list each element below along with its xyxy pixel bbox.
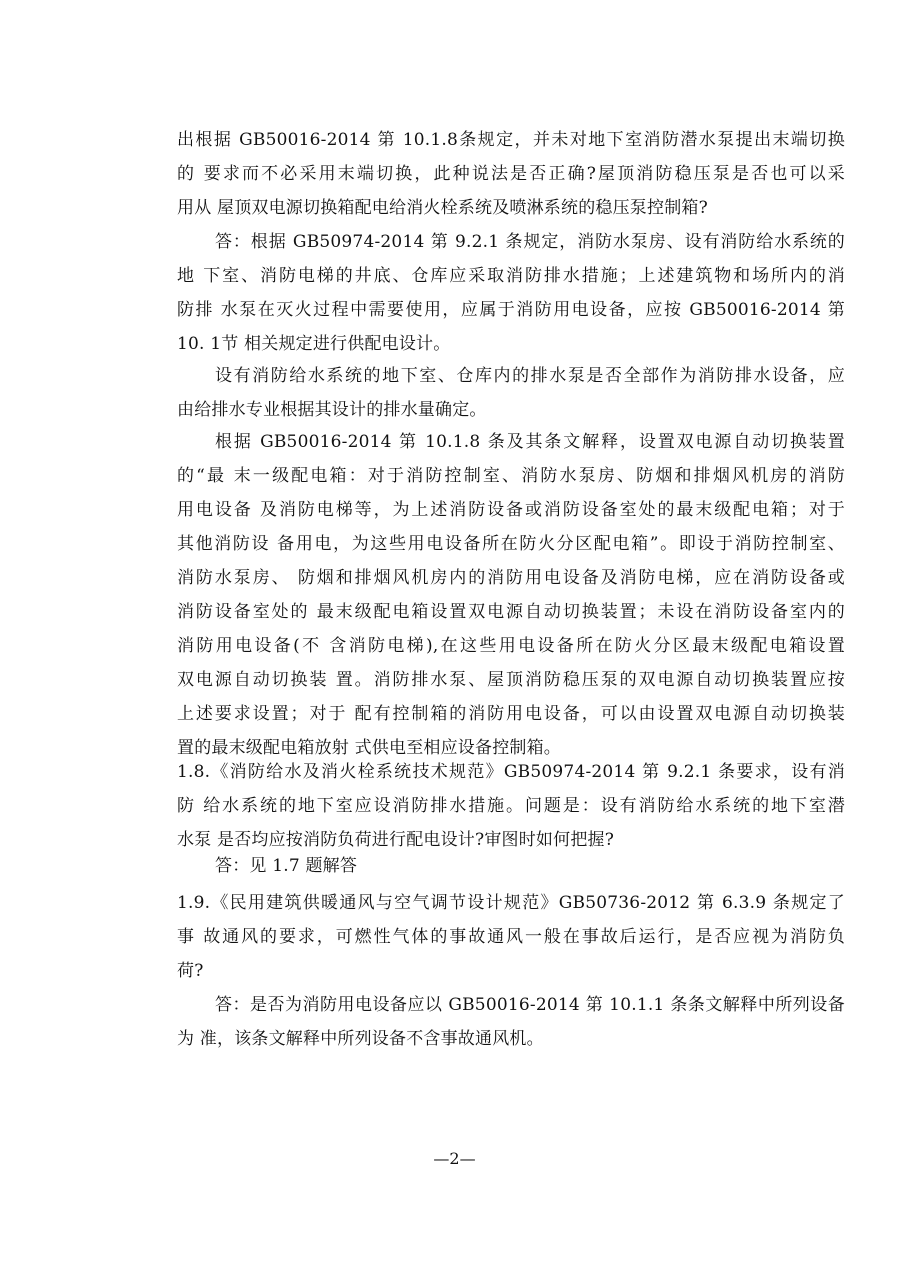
text-line: 由给排水专业根据其设计的排水量确定。 [177, 400, 487, 420]
text-line: 1.9.《民用建筑供暖通风与空气调节设计规范》GB50736-2012 第 6.3.9 条规定了 [177, 893, 845, 913]
text-line: 出根据 GB50016-2014 第 10.1.8条规定，并未对地下室消防潜水泵提出末端切换 [177, 130, 845, 150]
text-line: 双电源自动切换装 置。消防排水泵、屋顶消防稳压泵的双电源自动切换装置应按 [177, 670, 845, 690]
text-line: 10. 1节 相关规定进行供配电设计。 [177, 334, 451, 354]
paragraph-4 [177, 425, 845, 765]
text-line: 其他消防设 备用电，为这些用电设备所在防火分区配电箱”。即设于消防控制室、 [177, 534, 845, 554]
text-line: 防排 水泵在灭火过程中需要使用，应属于消防用电设备，应按 GB50016-2014 第 [177, 300, 845, 320]
text-line: 荷? [177, 961, 204, 981]
text-line: 1.8.《消防给水及消火栓系统技术规范》GB50974-2014 第 9.2.1 条要求，设有消 [177, 762, 845, 782]
text-line: 的 要求而不必采用末端切换，此种说法是否正确?屋顶消防稳压泵是否也可以采 [177, 164, 845, 184]
text-line: 防 给水系统的地下室应设消防排水措施。问题是：设有消防给水系统的地下室潜 [177, 796, 845, 816]
text-line: 根据 GB50016-2014 第 10.1.8 条及其条文解释，设置双电源自动切换装置 [215, 432, 845, 452]
text-line: 答：根据 GB50974-2014 第 9.2.1 条规定，消防水泵房、设有消防给水系统的 [215, 232, 845, 252]
text-line: 答：是否为消防用电设备应以 GB50016-2014 第 10.1.1 条条文解释中所列设备 [215, 995, 845, 1015]
text-line: 设有消防给水系统的地下室、仓库内的排水泵是否全部作为消防排水设备，应 [215, 366, 845, 386]
paragraph-6 [177, 849, 845, 883]
text-line: 消防用电设备(不 含消防电梯),在这些用电设备所在防火分区最末级配电箱设置 [177, 636, 845, 656]
paragraph-1 [177, 123, 845, 225]
text-line: 上述要求设置；对于 配有控制箱的消防用电设备，可以由设置双电源自动切换装 [177, 704, 845, 724]
paragraph-5 [177, 755, 845, 857]
text-line: 事 故通风的要求，可燃性气体的事故通风一般在事故后运行，是否应视为消防负 [177, 927, 845, 947]
paragraph-7 [177, 886, 845, 988]
text-line: 地 下室、消防电梯的井底、仓库应采取消防排水措施；上述建筑物和场所内的消 [177, 266, 845, 286]
paragraph-3 [177, 359, 845, 427]
paragraph-2 [177, 225, 845, 361]
text-line: 用从 屋顶双电源切换箱配电给消火栓系统及喷淋系统的稳压泵控制箱? [177, 198, 708, 218]
text-line: 用电设备 及消防电梯等，为上述消防设备或消防设备室处的最末级配电箱；对于 [177, 500, 845, 520]
text-line: 水泵 是否均应按消防负荷进行配电设计?审图时如何把握? [177, 830, 615, 850]
text-line: 消防水泵房、 防烟和排烟风机房内的消防用电设备及消防电梯，应在消防设备或 [177, 568, 845, 588]
text-line: 答：见 1.7 题解答 [215, 856, 358, 876]
text-line: 置的最末级配电箱放射 式供电至相应设备控制箱。 [177, 738, 562, 758]
text-line: 消防设备室处的 最末级配电箱设置双电源自动切换装置；未设在消防设备室内的 [177, 602, 845, 622]
paragraph-8 [177, 988, 845, 1056]
text-line: 的“最 末一级配电箱：对于消防控制室、消防水泵房、防烟和排烟风机房的消防 [177, 466, 845, 486]
page-number: —2— [433, 1149, 476, 1168]
text-line: 为 准，该条文解释中所列设备不含事故通风机。 [177, 1029, 544, 1049]
